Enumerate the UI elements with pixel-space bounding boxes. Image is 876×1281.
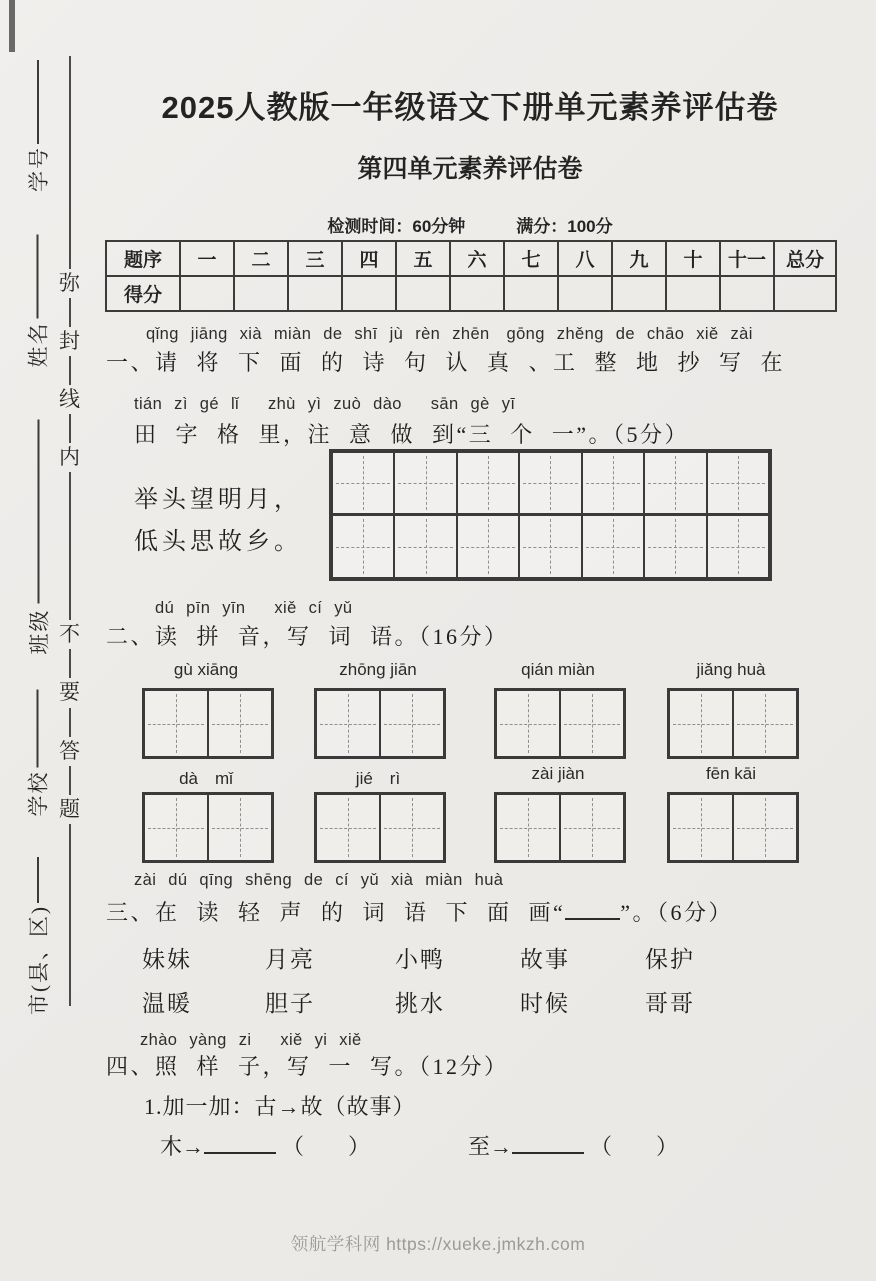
q4-item-paren[interactable]: （ ） xyxy=(590,1134,679,1159)
answer-box[interactable] xyxy=(494,792,626,863)
column-header: 十 xyxy=(666,241,720,276)
answer-box[interactable] xyxy=(314,792,446,863)
column-header: 一 xyxy=(180,241,234,276)
q1-text-line1: 一、请 将 下 面 的 诗 句 认 真 、工 整 地 抄 写 在 xyxy=(106,350,786,375)
score-cell[interactable] xyxy=(504,276,558,311)
q2-text: 二、读 拼 音，写 词 语。（16分） xyxy=(106,624,509,649)
table-row xyxy=(106,276,836,311)
seal-line-segment xyxy=(69,356,71,385)
tianzige-cell[interactable] xyxy=(644,452,706,515)
field-name xyxy=(25,235,51,368)
q3-word: 哥哥 xyxy=(645,991,695,1016)
field-label: 学校 xyxy=(26,770,51,817)
q4-item-2 xyxy=(468,1130,678,1161)
seal-line-segment xyxy=(69,649,71,678)
seal-line-segment xyxy=(69,766,71,795)
table-row xyxy=(106,241,836,276)
column-header: 十一 xyxy=(720,241,774,276)
score-table xyxy=(105,240,837,312)
copy-writing-grid[interactable] xyxy=(329,449,772,581)
seal-char: 弥 xyxy=(59,271,80,295)
tianzige-cell[interactable] xyxy=(394,515,456,578)
column-header: 六 xyxy=(450,241,504,276)
seal-line-segment xyxy=(69,414,71,443)
q4-item-paren[interactable]: （ ） xyxy=(282,1134,371,1159)
q3-word: 小鸭 xyxy=(395,947,445,972)
answer-box[interactable] xyxy=(667,792,799,863)
seal-char: 要 xyxy=(59,680,80,705)
tianzige-cell[interactable] xyxy=(457,452,519,515)
seal-char: 答 xyxy=(59,738,80,763)
answer-box[interactable] xyxy=(314,688,446,759)
tianzige-cell[interactable] xyxy=(457,515,519,578)
word-pinyin: zài jiàn xyxy=(531,764,585,783)
score-cell[interactable] xyxy=(180,276,234,311)
question-order-label: 题序 xyxy=(106,241,180,276)
score-cell[interactable] xyxy=(666,276,720,311)
tianzige-cell[interactable] xyxy=(332,515,394,578)
q3-word: 温暖 xyxy=(142,991,192,1016)
column-header: 三 xyxy=(288,241,342,276)
tianzige-cell[interactable] xyxy=(582,515,644,578)
seal-char: 线 xyxy=(59,387,80,412)
q2-pinyin: dú pīn yīn xiě cí yǔ xyxy=(155,599,353,617)
q1-pinyin-line1: qǐng jiāng xià miàn de shī jù rèn zhēn gōng zhěng de chāo xiě zài xyxy=(146,325,753,343)
seal-line-segment xyxy=(69,56,71,269)
q4-item-stem: 至→ xyxy=(468,1134,513,1159)
q3-word: 时候 xyxy=(520,991,570,1016)
tianzige-cell[interactable] xyxy=(519,515,581,578)
seal-char: 封 xyxy=(59,329,80,354)
field-label: 姓名 xyxy=(26,321,51,368)
score-cell[interactable] xyxy=(720,276,774,311)
answer-box[interactable] xyxy=(142,688,274,759)
field-label: 市(县、区) xyxy=(27,905,51,1015)
tianzige-cell[interactable] xyxy=(316,794,380,861)
q3-word: 保护 xyxy=(645,947,695,972)
word-pinyin: zhōng jiān xyxy=(339,660,417,679)
underline-blank[interactable] xyxy=(204,1130,276,1154)
tianzige-cell[interactable] xyxy=(496,794,560,861)
seal-char: 不 xyxy=(59,622,80,647)
tianzige-cell[interactable] xyxy=(560,690,624,757)
tianzige-cell[interactable] xyxy=(380,794,444,861)
seal-line-segment xyxy=(69,298,71,327)
seal-char: 内 xyxy=(59,445,80,470)
q3-word: 胆子 xyxy=(265,991,315,1016)
fill-in-line[interactable] xyxy=(37,857,39,903)
score-cell[interactable] xyxy=(396,276,450,311)
tianzige-cell[interactable] xyxy=(380,690,444,757)
word-pinyin: jié rì xyxy=(355,769,401,788)
tianzige-cell[interactable] xyxy=(332,452,394,515)
column-header: 九 xyxy=(612,241,666,276)
column-header: 四 xyxy=(342,241,396,276)
poem-line-2: 低头思故乡。 xyxy=(134,529,302,555)
q4-example: 1.加一加：古→故（故事） xyxy=(144,1094,416,1119)
word-pinyin: qián miàn xyxy=(521,660,595,679)
seal-char: 题 xyxy=(59,796,80,821)
field-class xyxy=(26,420,52,655)
word-pinyin: fēn kāi xyxy=(705,764,757,783)
word-pinyin: jiǎng huà xyxy=(696,660,766,679)
seal-line-segment xyxy=(69,824,71,1006)
column-header: 二 xyxy=(234,241,288,276)
paper-title: 2025人教版一年级语文下册单元素养评估卷 xyxy=(161,90,779,125)
column-header: 总分 xyxy=(774,241,836,276)
sealing-line xyxy=(59,56,80,1006)
tianzige-cell[interactable] xyxy=(208,690,272,757)
q4-item-stem: 木→ xyxy=(160,1134,205,1159)
score-cell[interactable] xyxy=(234,276,288,311)
tianzige-cell[interactable] xyxy=(582,452,644,515)
tianzige-cell[interactable] xyxy=(144,690,208,757)
answer-box[interactable] xyxy=(494,688,626,759)
paper-subtitle: 第四单元素养评估卷 xyxy=(357,155,583,183)
tianzige-cell[interactable] xyxy=(208,794,272,861)
q3-word: 妹妹 xyxy=(142,947,192,972)
field-label: 学号 xyxy=(27,146,51,192)
q1-pinyin-line2: tián zì gé lǐ zhù yì zuò dào sān gè yī xyxy=(134,395,516,413)
q4-text: 四、照 样 子，写 一 写。（12分） xyxy=(106,1054,509,1079)
underline-blank[interactable] xyxy=(512,1130,584,1154)
q3-word: 月亮 xyxy=(265,947,315,972)
tianzige-cell[interactable] xyxy=(707,452,769,515)
score-cell[interactable] xyxy=(774,276,836,311)
seal-line-segment xyxy=(69,472,71,620)
tianzige-cell[interactable] xyxy=(394,452,456,515)
answer-box[interactable] xyxy=(667,688,799,759)
fill-in-line[interactable] xyxy=(37,235,39,319)
poem-line-1: 举头望明月， xyxy=(134,487,302,513)
tianzige-cell[interactable] xyxy=(519,452,581,515)
column-header: 七 xyxy=(504,241,558,276)
q4-item-1 xyxy=(160,1130,370,1161)
field-student-number xyxy=(25,60,51,192)
score-cell[interactable] xyxy=(288,276,342,311)
score-label: 得分 xyxy=(106,276,180,311)
field-label: 班级 xyxy=(27,608,52,655)
tianzige-cell[interactable] xyxy=(733,690,797,757)
column-header: 八 xyxy=(558,241,612,276)
answer-box[interactable] xyxy=(142,792,274,863)
score-cell[interactable] xyxy=(612,276,666,311)
fill-in-line[interactable] xyxy=(38,420,40,604)
q3-word: 故事 xyxy=(520,947,570,972)
seal-line-segment xyxy=(69,708,71,737)
q4-pinyin: zhào yàng zi xiě yi xiě xyxy=(140,1031,362,1049)
q3-pinyin: zài dú qīng shēng de cí yǔ xià miàn huà xyxy=(134,871,504,889)
tianzige-cell[interactable] xyxy=(669,690,733,757)
column-header: 五 xyxy=(396,241,450,276)
word-pinyin: gù xiāng xyxy=(173,660,239,679)
q1-text-line2: 田 字 格 里，注 意 做 到“三 个 一”。（5分） xyxy=(134,422,690,447)
scan-artifact-bar xyxy=(9,0,15,52)
underline-blank[interactable] xyxy=(565,896,620,920)
score-cell[interactable] xyxy=(342,276,396,311)
score-cell[interactable] xyxy=(558,276,612,311)
q3-text xyxy=(106,896,733,927)
tianzige-cell[interactable] xyxy=(644,515,706,578)
tianzige-cell[interactable] xyxy=(560,794,624,861)
word-pinyin: dà mǐ xyxy=(179,769,233,788)
tianzige-cell[interactable] xyxy=(733,794,797,861)
exam-meta: 检测时间：60分钟 满分：100分 xyxy=(327,217,613,236)
fill-in-line[interactable] xyxy=(37,60,39,144)
tianzige-cell[interactable] xyxy=(144,794,208,861)
fill-in-line[interactable] xyxy=(37,690,39,768)
footer-watermark: 领航学科网 https://xueke.jmkzh.com xyxy=(290,1234,586,1254)
q3-text-after: ”。（6分） xyxy=(620,900,734,925)
field-school xyxy=(25,690,51,817)
tianzige-cell[interactable] xyxy=(669,794,733,861)
tianzige-cell[interactable] xyxy=(707,515,769,578)
q3-word: 挑水 xyxy=(395,991,445,1016)
tianzige-cell[interactable] xyxy=(316,690,380,757)
tianzige-cell[interactable] xyxy=(496,690,560,757)
score-cell[interactable] xyxy=(450,276,504,311)
q3-text-before: 三、在 读 轻 声 的 词 语 下 面 画“ xyxy=(106,900,566,925)
field-city-district xyxy=(25,857,51,1015)
